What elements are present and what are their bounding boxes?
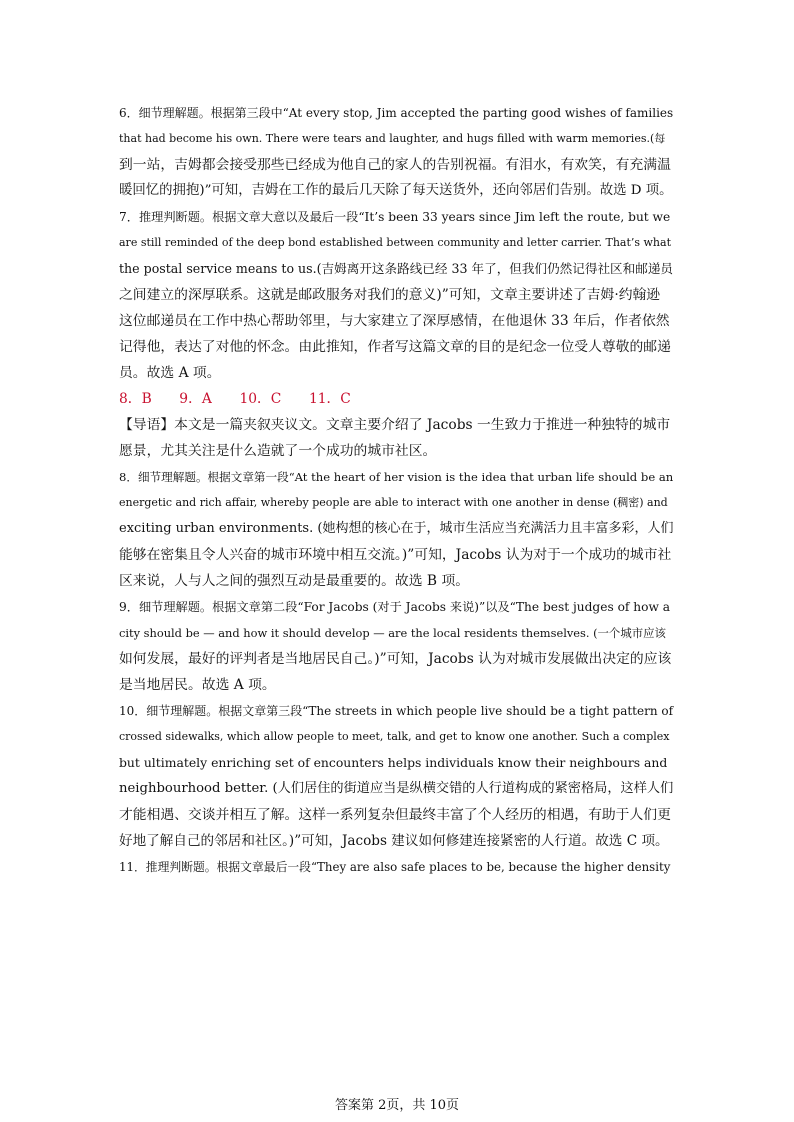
text-line: 愿景，尤其关注是什么造就了一个成功的城市社区。 bbox=[119, 443, 437, 459]
text-line: 好地了解自己的邻居和社区。)”可知，Jacobs 建议如何修建连接紧密的人行道。故选 C 项。 bbox=[119, 833, 669, 849]
text-line: neighbourhood better. (人们居住的街道应当是纵横交错的人行道构成的紧密格局，这样人们 bbox=[119, 781, 674, 796]
text-line: 暖回忆的拥抱)”可知，吉姆在工作的最后几天除了每天送货外，还向邻居们告别。故选 D 项。 bbox=[119, 183, 673, 198]
text-line: 是当地居民。故选 A 项。 bbox=[119, 677, 276, 693]
text-line: city should be — and how it should develop — are the local residents themselves. (一个城市应该 bbox=[119, 626, 666, 640]
text-line: 9．细节理解题。根据文章第二段“For Jacobs (对于 Jacobs 来说)”以及“The best judges of how a bbox=[119, 600, 671, 614]
text-line: 员。故选 A 项。 bbox=[119, 365, 221, 381]
text-line: energetic and rich affair, whereby people are able to interact with one another in dense (稠密) and bbox=[119, 496, 668, 509]
text-line: 11．推理判断题。根据文章最后一段“They are also safe places to be, because the higher density bbox=[119, 860, 671, 874]
text-line: 之间建立的深厚联系。这就是邮政服务对我们的意义)”可知，文章主要讲述了吉姆·约翰逊 bbox=[119, 287, 661, 303]
text-line: 如何发展，最好的评判者是当地居民自己。)”可知，Jacobs 认为对城市发展做出决定的应该 bbox=[119, 651, 672, 667]
text-line: 到一站，吉姆都会接受那些已经成为他自己的家人的告别祝福。有泪水，有欢笑，有充满温 bbox=[119, 157, 671, 173]
text-line: 区来说，人与人之间的强烈互动是最重要的。故选 B 项。 bbox=[119, 573, 470, 589]
page-footer: 答案第 2页，共 10页 bbox=[334, 1098, 460, 1113]
text-line: exciting urban environments. (她构想的核心在于，城市生活应当充满活力且丰富多彩，人们 bbox=[119, 521, 674, 536]
text-line: 【导语】本文是一篇夹叙夹议文。文章主要介绍了 Jacobs 一生致力于推进一种独特的城市 bbox=[119, 417, 671, 433]
text-line: 记得他，表达了对他的怀念。由此推知，作者写这篇文章的目的是纪念一位受人尊敬的邮递 bbox=[119, 339, 671, 355]
text-line: the postal service means to us.(吉姆离开这条路线已经 33 年了，但我们仍然记得社区和邮递员 bbox=[119, 261, 674, 276]
text-line: 才能相遇、交谈并相互了解。这样一系列复杂但最终丰富了个人经历的相遇，有助于人们更 bbox=[119, 807, 671, 823]
text-line: 7．推理判断题。根据文章大意以及最后一段“It’s been 33 years since Jim left the route, but we bbox=[119, 210, 671, 224]
answer-text-body bbox=[119, 100, 674, 880]
text-line: 能够在密集且令人兴奋的城市环境中相互交流。)”可知，Jacobs 认为对于一个成功的城市社 bbox=[119, 547, 672, 563]
text-line: but ultimately enriching set of encounters helps individuals know their neighbours and bbox=[119, 755, 668, 770]
text-line: 这位邮递员在工作中热心帮助邻里，与大家建立了深厚感情，在他退休 33 年后，作者依然 bbox=[119, 313, 670, 329]
text-line: are still reminded of the deep bond established between community and letter carrier. That’s what bbox=[119, 236, 671, 249]
text-line: 10．细节理解题。根据文章第三段“The streets in which people live should be a tight pattern of bbox=[119, 704, 674, 718]
answer-key-line: 8．B 9．A 10．C 11．C bbox=[119, 391, 351, 407]
text-line: 6．细节理解题。根据第三段中“At every stop, Jim accepted the parting good wishes of families bbox=[119, 106, 674, 120]
text-line: 8．细节理解题。根据文章第一段“At the heart of her vision is the idea that urban life should be an bbox=[119, 470, 674, 484]
text-line: that had become his own. There were tears and laughter, and hugs filled with warm memories.(每 bbox=[119, 132, 666, 145]
text-line: crossed sidewalks, which allow people to meet, talk, and get to know one another. Such a complex bbox=[119, 730, 670, 743]
